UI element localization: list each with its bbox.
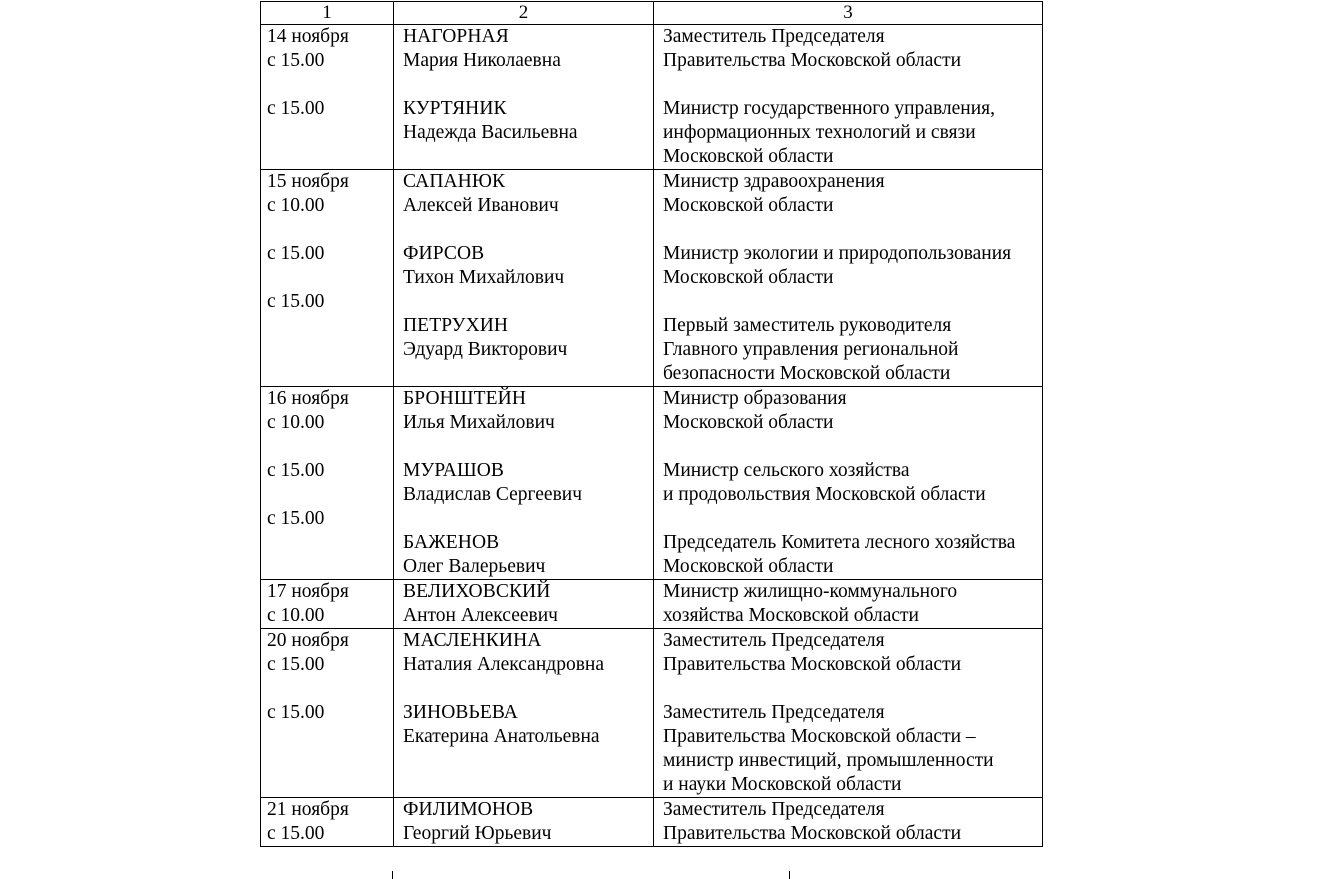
date-cell bbox=[261, 387, 394, 580]
name-entry bbox=[403, 387, 653, 435]
position-entry bbox=[663, 459, 1042, 507]
table-header bbox=[261, 2, 1043, 25]
column-number-1: 1 bbox=[261, 2, 394, 25]
table-row bbox=[261, 629, 1043, 798]
date-entry bbox=[267, 798, 393, 846]
official-surname: МУРАШОВ bbox=[403, 460, 505, 481]
position-line: информационных технологий и связи bbox=[663, 122, 976, 143]
name-entry bbox=[403, 97, 653, 145]
official-surname: ПЕТРУХИН bbox=[403, 315, 509, 336]
reception-date: 21 ноября bbox=[267, 799, 349, 820]
position-line: Заместитель Председателя bbox=[663, 630, 885, 651]
official-surname: БРОНШТЕЙН bbox=[403, 388, 527, 409]
reception-date: 15 ноября bbox=[267, 171, 349, 192]
reception-time: с 15.00 bbox=[267, 50, 325, 71]
name-entry bbox=[403, 25, 653, 73]
reception-time: с 15.00 bbox=[267, 654, 325, 675]
date-entry bbox=[267, 629, 393, 677]
official-surname: БАЖЕНОВ bbox=[403, 532, 500, 553]
name-entry bbox=[403, 629, 653, 677]
name-entry bbox=[403, 314, 653, 362]
position-cell bbox=[654, 387, 1043, 580]
position-line: Московской области bbox=[663, 146, 834, 167]
official-name-cell bbox=[394, 629, 654, 798]
name-entry bbox=[403, 242, 653, 290]
position-entry bbox=[663, 580, 1042, 628]
reception-date: 20 ноября bbox=[267, 630, 349, 651]
official-surname: НАГОРНАЯ bbox=[403, 26, 509, 47]
name-entry bbox=[403, 459, 653, 507]
position-entry bbox=[663, 701, 1042, 797]
position-entry bbox=[663, 242, 1042, 290]
date-entry bbox=[267, 170, 393, 218]
official-surname: САПАНЮК bbox=[403, 171, 506, 192]
reception-time: с 15.00 bbox=[267, 291, 325, 312]
reception-time: с 10.00 bbox=[267, 605, 325, 626]
position-line: Министр здравоохранения bbox=[663, 171, 885, 192]
official-given-name: Алексей Иванович bbox=[403, 195, 559, 216]
official-surname: КУРТЯНИК bbox=[403, 98, 507, 119]
position-line: Заместитель Председателя bbox=[663, 799, 885, 820]
position-line: Первый заместитель руководителя bbox=[663, 315, 952, 336]
date-entry bbox=[267, 701, 393, 725]
name-entry bbox=[403, 531, 653, 579]
date-cell bbox=[261, 580, 394, 629]
position-line: Заместитель Председателя bbox=[663, 702, 885, 723]
reception-time: с 15.00 bbox=[267, 243, 325, 264]
position-entry bbox=[663, 25, 1042, 73]
position-cell bbox=[654, 170, 1043, 387]
position-cell bbox=[654, 580, 1043, 629]
position-line: Правительства Московской области bbox=[663, 654, 962, 675]
reception-date: 14 ноября bbox=[267, 26, 349, 47]
reception-time: с 15.00 bbox=[267, 508, 325, 529]
date-entry bbox=[267, 580, 393, 628]
date-cell bbox=[261, 629, 394, 798]
official-name-cell bbox=[394, 25, 654, 170]
table-body bbox=[261, 25, 1043, 847]
official-name-cell bbox=[394, 170, 654, 387]
date-entry bbox=[267, 242, 393, 266]
reception-date: 17 ноября bbox=[267, 581, 349, 602]
position-line: Министр жилищно-коммунального bbox=[663, 581, 958, 602]
position-cell bbox=[654, 798, 1043, 847]
position-cell bbox=[654, 629, 1043, 798]
position-cell bbox=[654, 25, 1043, 170]
position-entry bbox=[663, 387, 1042, 435]
position-line: безопасности Московской области bbox=[663, 363, 951, 384]
position-line: Заместитель Председателя bbox=[663, 26, 885, 47]
table-continuation-stub bbox=[260, 871, 1042, 879]
official-surname: ЗИНОВЬЕВА bbox=[403, 702, 518, 723]
position-line: Правительства Московской области bbox=[663, 50, 962, 71]
position-line: Правительства Московской области – bbox=[663, 726, 976, 747]
table-row bbox=[261, 798, 1043, 847]
date-cell bbox=[261, 170, 394, 387]
official-surname: ВЕЛИХОВСКИЙ bbox=[403, 581, 551, 602]
name-entry bbox=[403, 701, 653, 749]
official-surname: ФИЛИМОНОВ bbox=[403, 799, 534, 820]
reception-time: с 15.00 bbox=[267, 460, 325, 481]
column-divider-tick-1 bbox=[392, 871, 393, 879]
official-name-cell bbox=[394, 798, 654, 847]
official-surname: ФИРСОВ bbox=[403, 243, 485, 264]
reception-time: с 15.00 bbox=[267, 702, 325, 723]
name-entry bbox=[403, 580, 653, 628]
reception-time: с 15.00 bbox=[267, 823, 325, 844]
date-entry bbox=[267, 25, 393, 73]
position-line: Министр образования bbox=[663, 388, 847, 409]
column-number-3: 3 bbox=[654, 2, 1043, 25]
date-entry bbox=[267, 459, 393, 483]
position-line: хозяйства Московской области bbox=[663, 605, 919, 626]
position-line: Председатель Комитета лесного хозяйства bbox=[663, 532, 1016, 553]
official-name-cell bbox=[394, 580, 654, 629]
official-surname: МАСЛЕНКИНА bbox=[403, 630, 542, 651]
position-line: и науки Московской области bbox=[663, 774, 902, 795]
date-cell bbox=[261, 25, 394, 170]
official-name-cell bbox=[394, 387, 654, 580]
official-given-name: Эдуард Викторович bbox=[403, 339, 568, 360]
position-entry bbox=[663, 629, 1042, 677]
position-line: Главного управления региональной bbox=[663, 339, 959, 360]
date-cell bbox=[261, 798, 394, 847]
table-row bbox=[261, 25, 1043, 170]
official-given-name: Надежда Васильевна bbox=[403, 122, 578, 143]
reception-schedule-table bbox=[260, 1, 1043, 847]
column-number-row bbox=[261, 2, 1043, 25]
position-entry bbox=[663, 170, 1042, 218]
official-given-name: Екатерина Анатольевна bbox=[403, 726, 600, 747]
position-line: Московской области bbox=[663, 195, 834, 216]
name-entry bbox=[403, 170, 653, 218]
official-given-name: Антон Алексеевич bbox=[403, 605, 558, 626]
column-number-2: 2 bbox=[394, 2, 654, 25]
official-given-name: Илья Михайлович bbox=[403, 412, 555, 433]
table-row bbox=[261, 387, 1043, 580]
reception-time: с 15.00 bbox=[267, 98, 325, 119]
column-divider-tick-2 bbox=[789, 871, 790, 879]
date-entry bbox=[267, 387, 393, 435]
position-entry bbox=[663, 314, 1042, 386]
position-line: Министр сельского хозяйства bbox=[663, 460, 910, 481]
table-row bbox=[261, 170, 1043, 387]
date-entry bbox=[267, 507, 393, 531]
reception-date: 16 ноября bbox=[267, 388, 349, 409]
position-line: Правительства Московской области bbox=[663, 823, 962, 844]
reception-time: с 10.00 bbox=[267, 195, 325, 216]
position-line: Министр государственного управления, bbox=[663, 98, 996, 119]
table-row bbox=[261, 580, 1043, 629]
position-line: Московской области bbox=[663, 556, 834, 577]
reception-time: с 10.00 bbox=[267, 412, 325, 433]
name-entry bbox=[403, 798, 653, 846]
position-entry bbox=[663, 798, 1042, 846]
official-given-name: Тихон Михайлович bbox=[403, 267, 565, 288]
position-entry bbox=[663, 97, 1042, 169]
official-given-name: Олег Валерьевич bbox=[403, 556, 546, 577]
position-line: Министр экологии и природопользования bbox=[663, 243, 1012, 264]
position-line: Московской области bbox=[663, 412, 834, 433]
position-line: и продовольствия Московской области bbox=[663, 484, 986, 505]
official-given-name: Владислав Сергеевич bbox=[403, 484, 583, 505]
date-entry bbox=[267, 97, 393, 121]
position-line: министр инвестиций, промышленности bbox=[663, 750, 994, 771]
official-given-name: Мария Николаевна bbox=[403, 50, 561, 71]
official-given-name: Наталия Александровна bbox=[403, 654, 604, 675]
official-given-name: Георгий Юрьевич bbox=[403, 823, 552, 844]
position-entry bbox=[663, 531, 1042, 579]
position-line: Московской области bbox=[663, 267, 834, 288]
date-entry bbox=[267, 290, 393, 314]
